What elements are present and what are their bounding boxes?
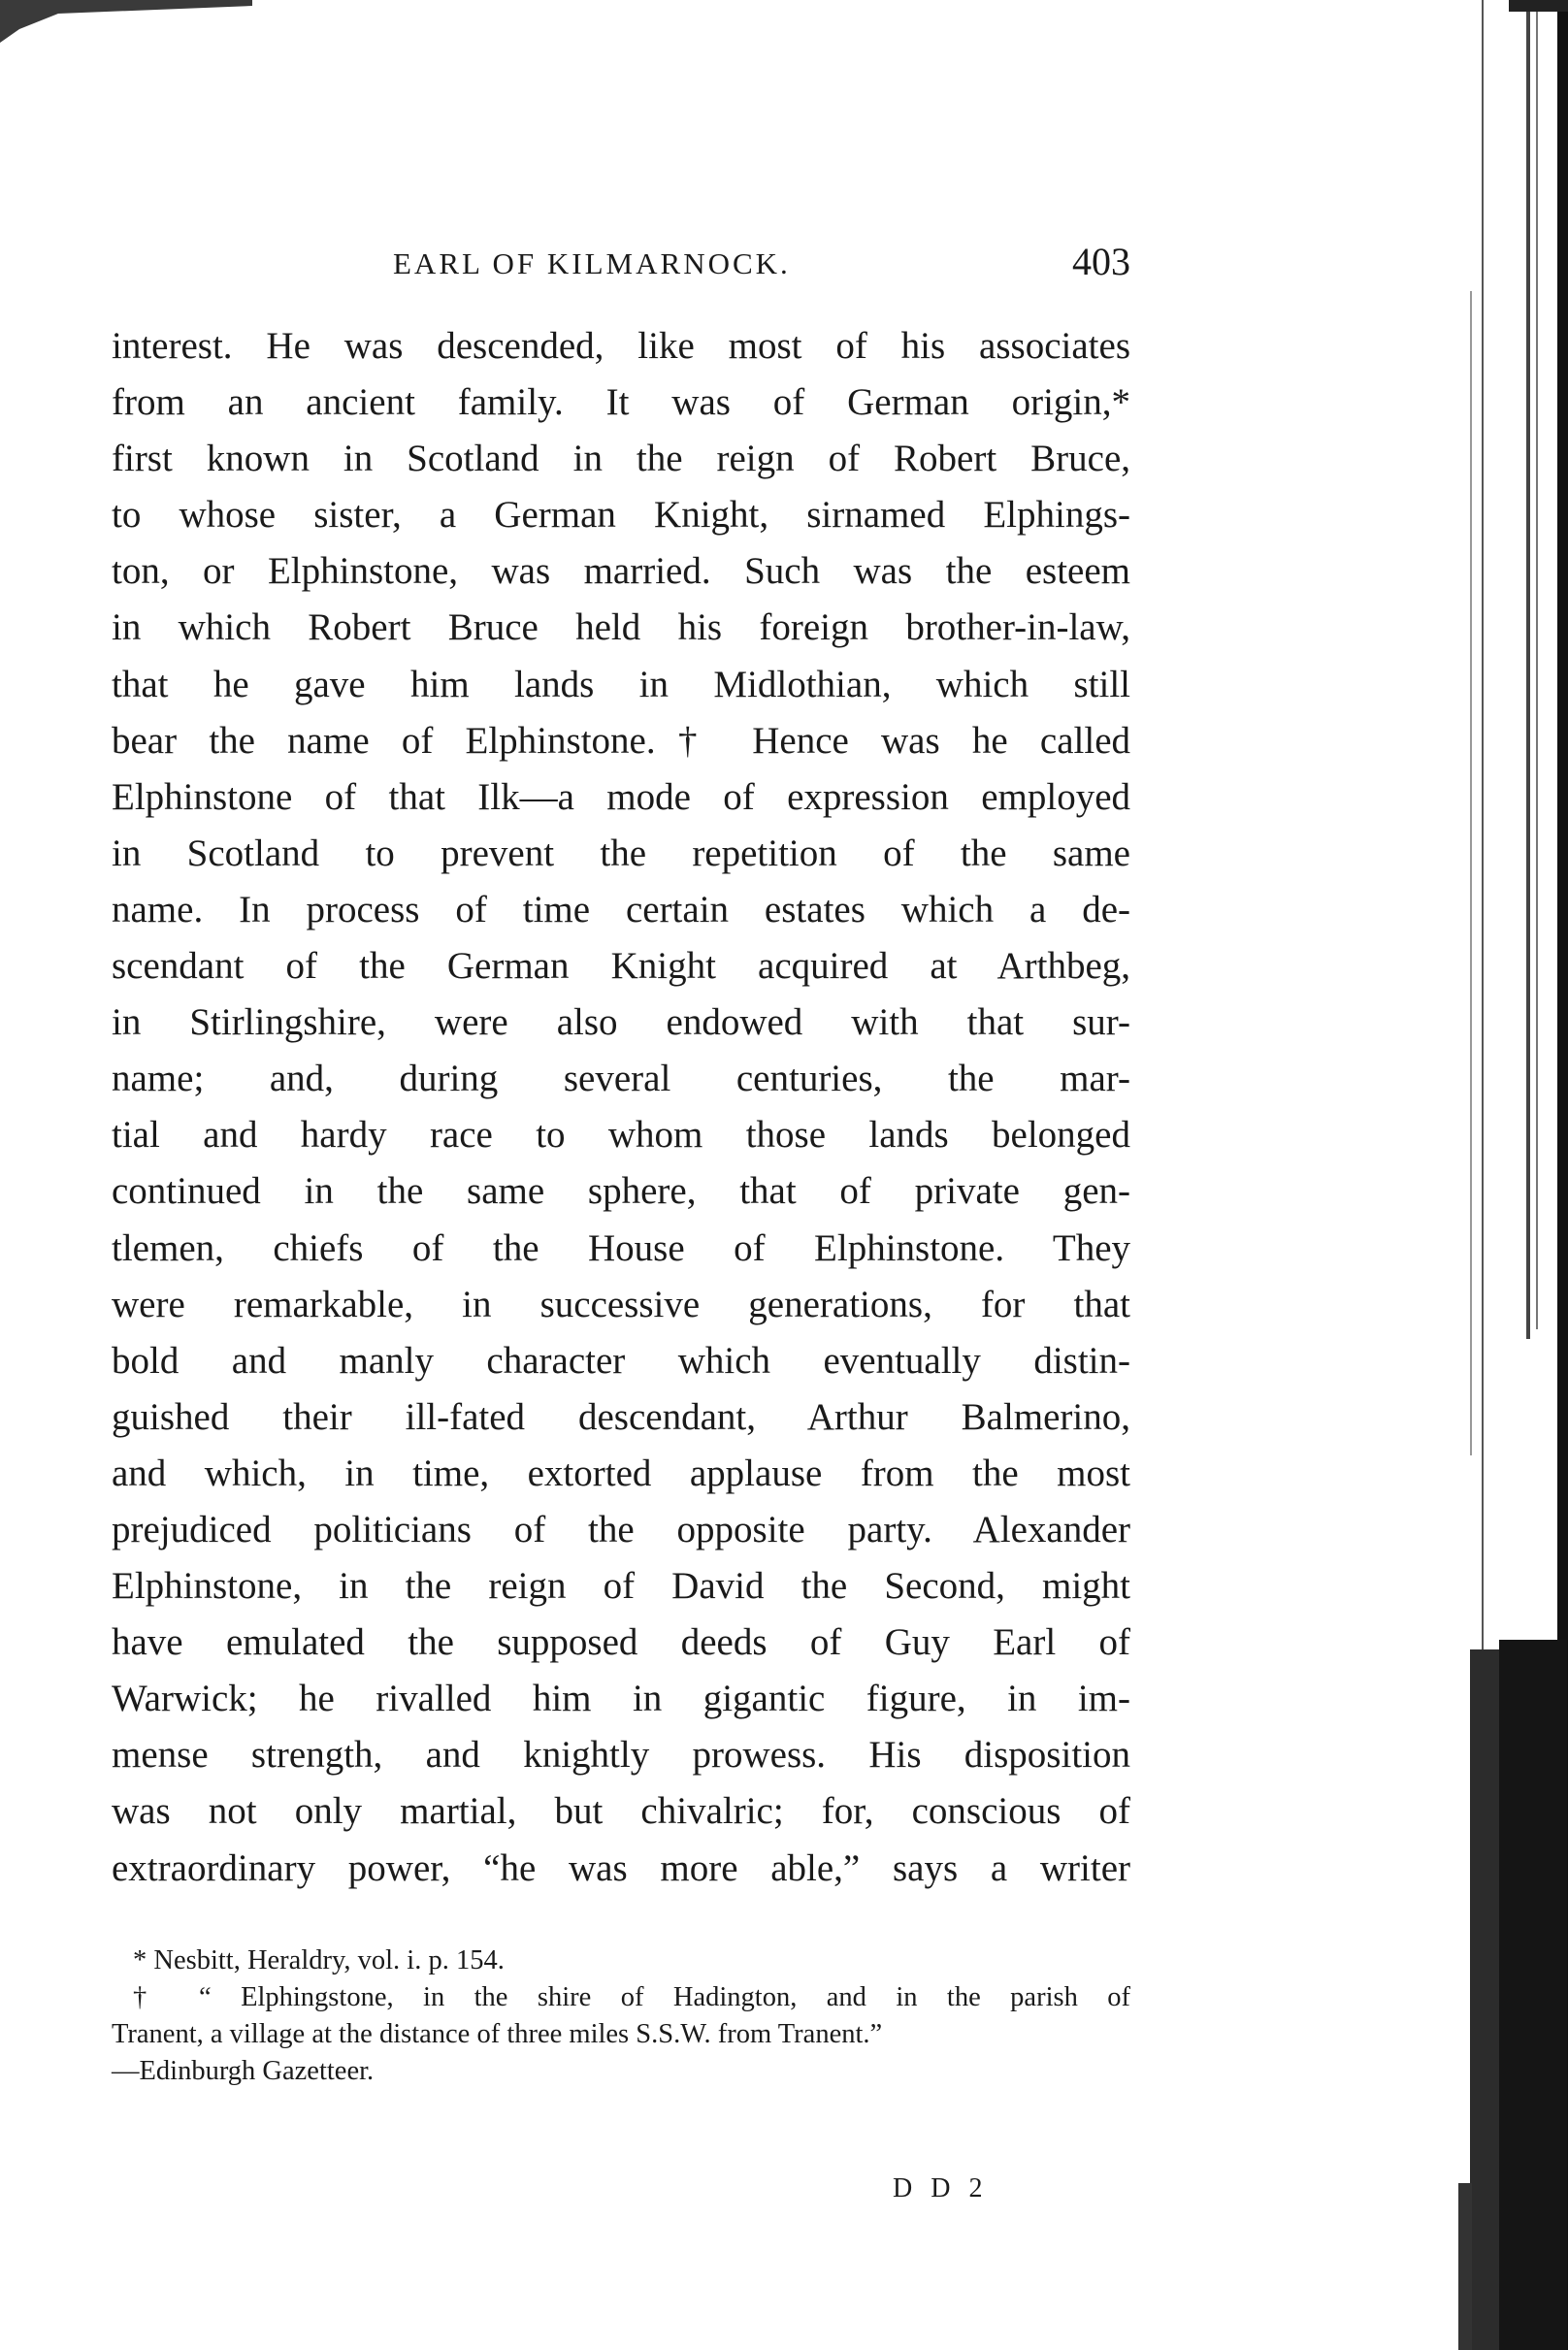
text-line: tial and hardy race to whom those lands belonged [112,1114,1130,1157]
text-line: prejudiced politicians of the opposite party. Alexander [112,1508,1130,1550]
footnotes [112,1942,1130,2090]
text-line: from an ancient family. It was of German origin,* [112,381,1130,424]
footnote-2-continued: Tranent, a village at the distance of three miles S.S.W. from Tranent.” [112,2019,883,2049]
text-line: in which Robert Bruce held his foreign brother-in-law, [112,606,1130,649]
text-line: was not only martial, but chivalric; for, conscious of [112,1790,1130,1833]
text-line: ton, or Elphinstone, was married. Such was the esteem [112,550,1130,593]
text-line: guished their ill-fated descendant, Arthur Balmerino, [112,1395,1130,1438]
text-line: first known in Scotland in the reign of Robert Bruce, [112,438,1130,480]
text-line: bear the name of Elphinstone.† Hence was he called [112,719,1130,762]
running-header [112,239,1130,297]
body-text [112,318,1130,1897]
text-line: were remarkable, in successive generations, for that [112,1283,1130,1325]
text-line: interest. He was descended, like most of his associates [112,325,1130,367]
text-line: tlemen, chiefs of the House of Elphinstone. They [112,1226,1130,1269]
text-line: continued in the same sphere, that of private gen- [112,1170,1130,1213]
text-line: name. In process of time certain estates which a de- [112,888,1130,930]
text-line: bold and manly character which eventually distin- [112,1339,1130,1382]
text-line: Elphinstone, in the reign of David the Second, might [112,1565,1130,1608]
text-line: to whose sister, a German Knight, sirnamed Elphings- [112,494,1130,537]
signature-mark: D D 2 [893,2173,989,2203]
text-line: Warwick; he rivalled him in gigantic figure, in im- [112,1678,1130,1720]
footnote-2-source: —Edinburgh Gazetteer. [112,2056,375,2086]
page-number: 403 [1072,240,1130,283]
text-line: Elphinstone of that Ilk—a mode of expression employed [112,775,1130,818]
scan-edge-mark-top [0,0,252,58]
binding-shadow [1412,0,1568,2350]
text-line: name; and, during several centuries, the mar- [112,1058,1130,1100]
text-line: mense strength, and knightly prowess. His disposition [112,1734,1130,1777]
text-line: in Stirlingshire, were also endowed with that sur- [112,1001,1130,1044]
text-line: that he gave him lands in Midlothian, which still [112,663,1130,705]
text-line: in Scotland to prevent the repetition of the same [112,832,1130,874]
text-line: and which, in time, extorted applause from the most [112,1452,1130,1494]
footnote-1: * Nesbitt, Heraldry, vol. i. p. 154. [133,1945,505,1975]
running-title: EARL OF KILMARNOCK. [393,246,791,280]
text-line: extraordinary power, “he was more able,” says a writer [112,1846,1130,1889]
footnote-2: † “ Elphingstone, in the shire of Hadington, and in the parish of [133,1982,1130,2012]
text-line: scendant of the German Knight acquired at Arthbeg, [112,945,1130,988]
text-line: have emulated the supposed deeds of Guy Earl of [112,1621,1130,1664]
